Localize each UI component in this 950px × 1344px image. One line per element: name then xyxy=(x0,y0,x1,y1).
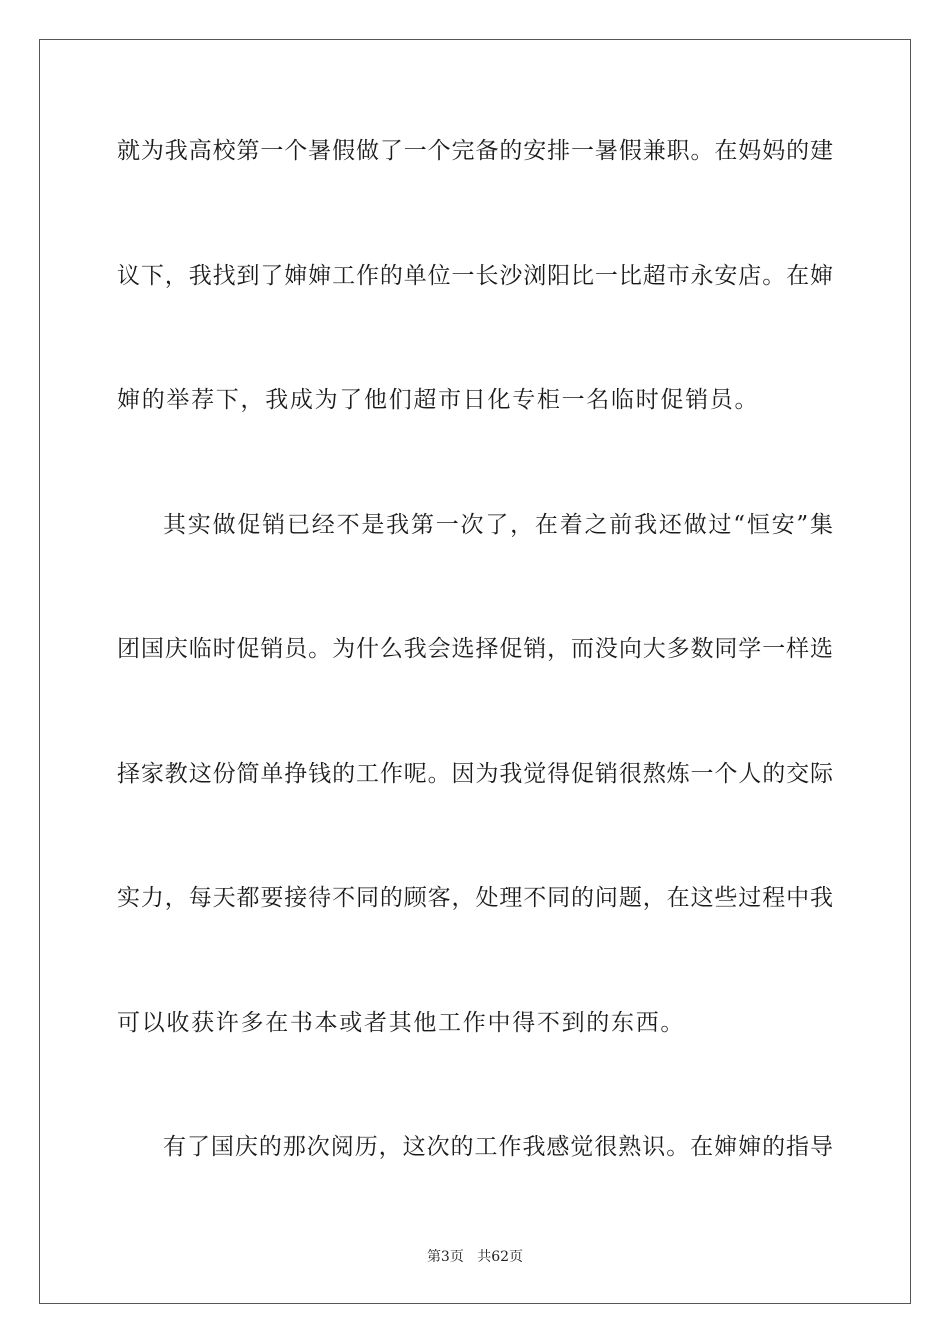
text-line: 议下，我找到了婶婶工作的单位一长沙浏阳比一比超市永安店。在婶 xyxy=(117,263,833,289)
page-footer xyxy=(0,1248,950,1266)
text-line: 择家教这份简单挣钱的工作呢。因为我觉得促销很熬炼一个人的交际 xyxy=(117,761,833,787)
text-line: 实力，每天都要接待不同的顾客，处理不同的问题，在这些过程中我 xyxy=(117,885,833,911)
page-border xyxy=(39,39,911,1304)
text-line: 可以收获许多在书本或者其他工作中得不到的东西。 xyxy=(117,1010,686,1036)
text-line: 团国庆临时促销员。为什么我会选择促销，而没向大多数同学一样选 xyxy=(117,636,833,662)
paragraph-first-line: 其实做促销已经不是我第一次了，在着之前我还做过“恒安”集 xyxy=(163,512,833,538)
page-total: 共62页 xyxy=(477,1249,524,1265)
paragraph-first-line: 有了国庆的那次阅历，这次的工作我感觉很熟识。在婶婶的指导 xyxy=(163,1134,833,1160)
text-line: 婶的举荐下，我成为了他们超市日化专柜一名临时促销员。 xyxy=(117,387,760,413)
text-line: 就为我高校第一个暑假做了一个完备的安排一暑假兼职。在妈妈的建 xyxy=(117,138,833,164)
page-number: 第3页 xyxy=(426,1249,464,1265)
